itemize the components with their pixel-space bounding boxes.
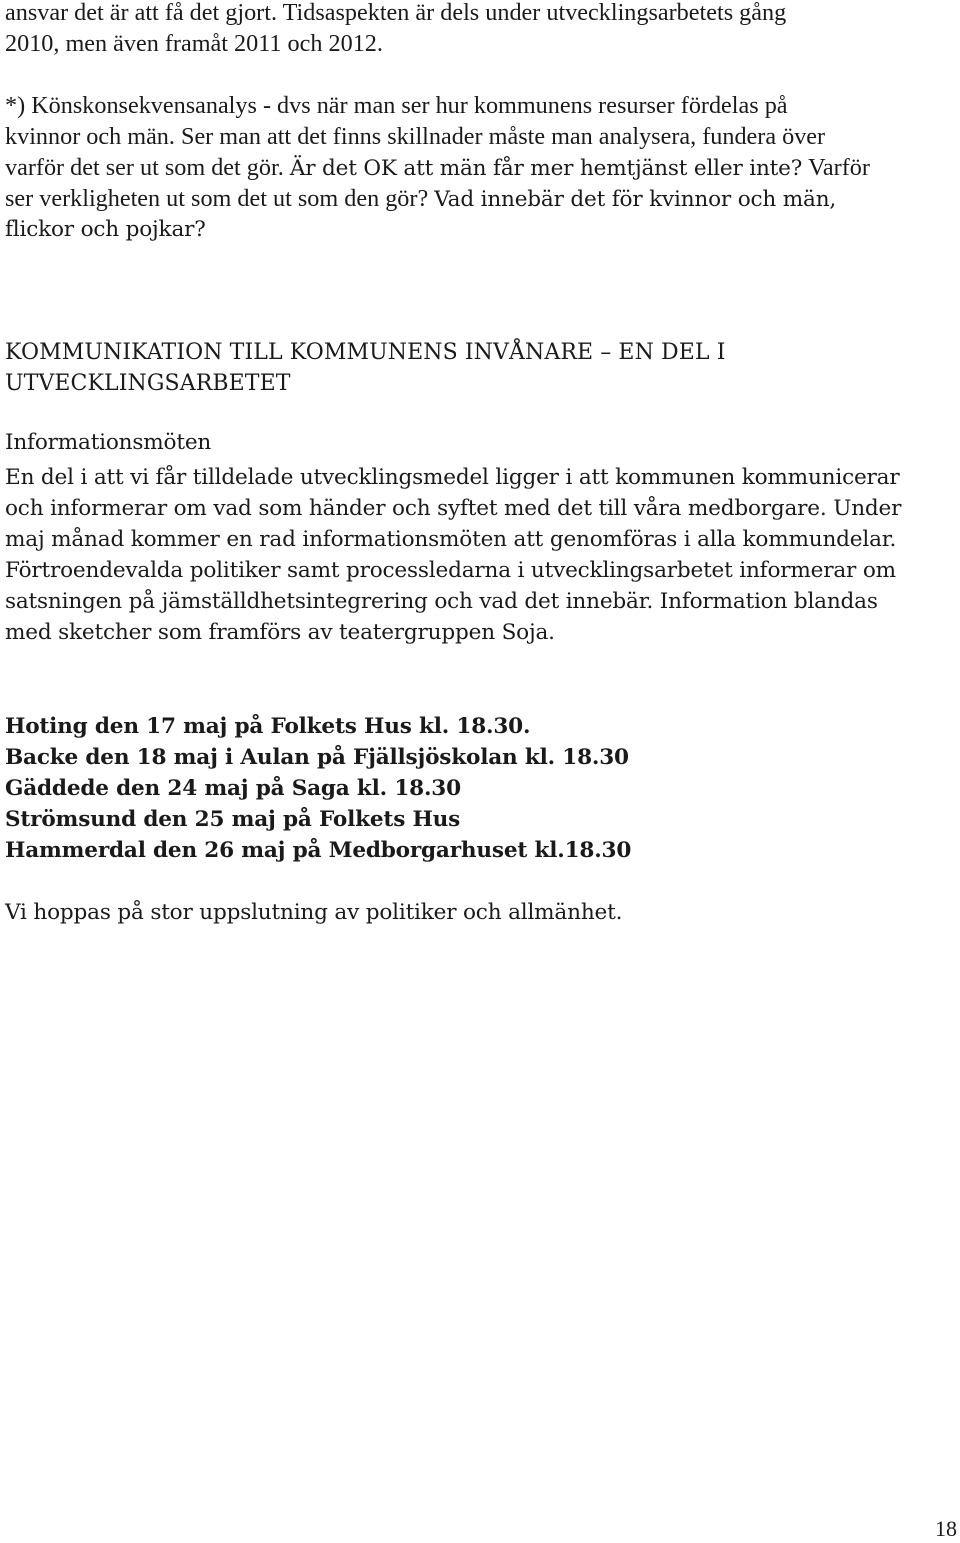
body-line-5: satsningen på jämställdhetsintegrering och vad det innebär. Information blandas (5, 589, 878, 614)
intro-line-2: 2010, men även framåt 2011 och 2012. (5, 30, 383, 57)
footnote-line-3-part-c: Varför (808, 154, 870, 181)
footnote-line-4 (5, 183, 836, 215)
page-number: 18 (935, 1516, 957, 1541)
footnote-line-1: *) Könskonsekvensanalys - dvs när man ser hur kommunens resurser fördelas på (5, 92, 788, 119)
meeting-item-5: Hammerdal den 26 maj på Medborgarhuset kl.18.30 (5, 838, 632, 863)
footnote-line-4-part-a: ser verkligheten ut som det ut som den gör? (5, 185, 429, 212)
footnote-line-3 (5, 152, 870, 184)
body-line-1: En del i att vi får tilldelade utvecklingsmedel ligger i att kommunen kommunicerar (5, 465, 900, 490)
body-line-3: maj månad kommer en rad informationsmöten att genomföras i alla kommundelar. (5, 527, 897, 552)
footnote-line-4-part-b: Vad innebär det för kvinnor och män, (434, 187, 837, 212)
closing-line: Vi hoppas på stor uppslutning av politiker och allmänhet. (5, 900, 623, 925)
meeting-item-1: Hoting den 17 maj på Folkets Hus kl. 18.30. (5, 714, 531, 739)
body-line-4: Förtroendevalda politiker samt processledarna i utvecklingsarbetet informerar om (5, 558, 896, 583)
body-line-6: med sketcher som framförs av teatergruppen Soja. (5, 620, 555, 645)
footnote-line-3-part-a: varför det ser ut som det gör. (5, 154, 284, 181)
footnote-line-2: kvinnor och män. Ser man att det finns skillnader måste man analysera, fundera över (5, 123, 826, 150)
meeting-item-4: Strömsund den 25 maj på Folkets Hus (5, 807, 461, 832)
meeting-item-3: Gäddede den 24 maj på Saga kl. 18.30 (5, 776, 461, 801)
section-heading-line-1: KOMMUNIKATION TILL KOMMUNENS INVÅNARE – EN DEL I (5, 340, 726, 365)
body-line-2: och informerar om vad som händer och syftet med det till våra medborgare. Under (5, 496, 902, 521)
meeting-item-2: Backe den 18 maj i Aulan på Fjällsjöskolan kl. 18.30 (5, 745, 629, 770)
section-heading-line-2: UTVECKLINGSARBETET (5, 371, 291, 396)
footnote-line-3-part-b: Är det OK att män får mer hemtjänst eller inte? (289, 156, 803, 181)
section-subheading: Informationsmöten (5, 430, 212, 455)
intro-line-1: ansvar det är att få det gjort. Tidsaspekten är dels under utvecklingsarbetets gång (5, 0, 787, 26)
footnote-line-5: flickor och pojkar? (5, 217, 206, 242)
